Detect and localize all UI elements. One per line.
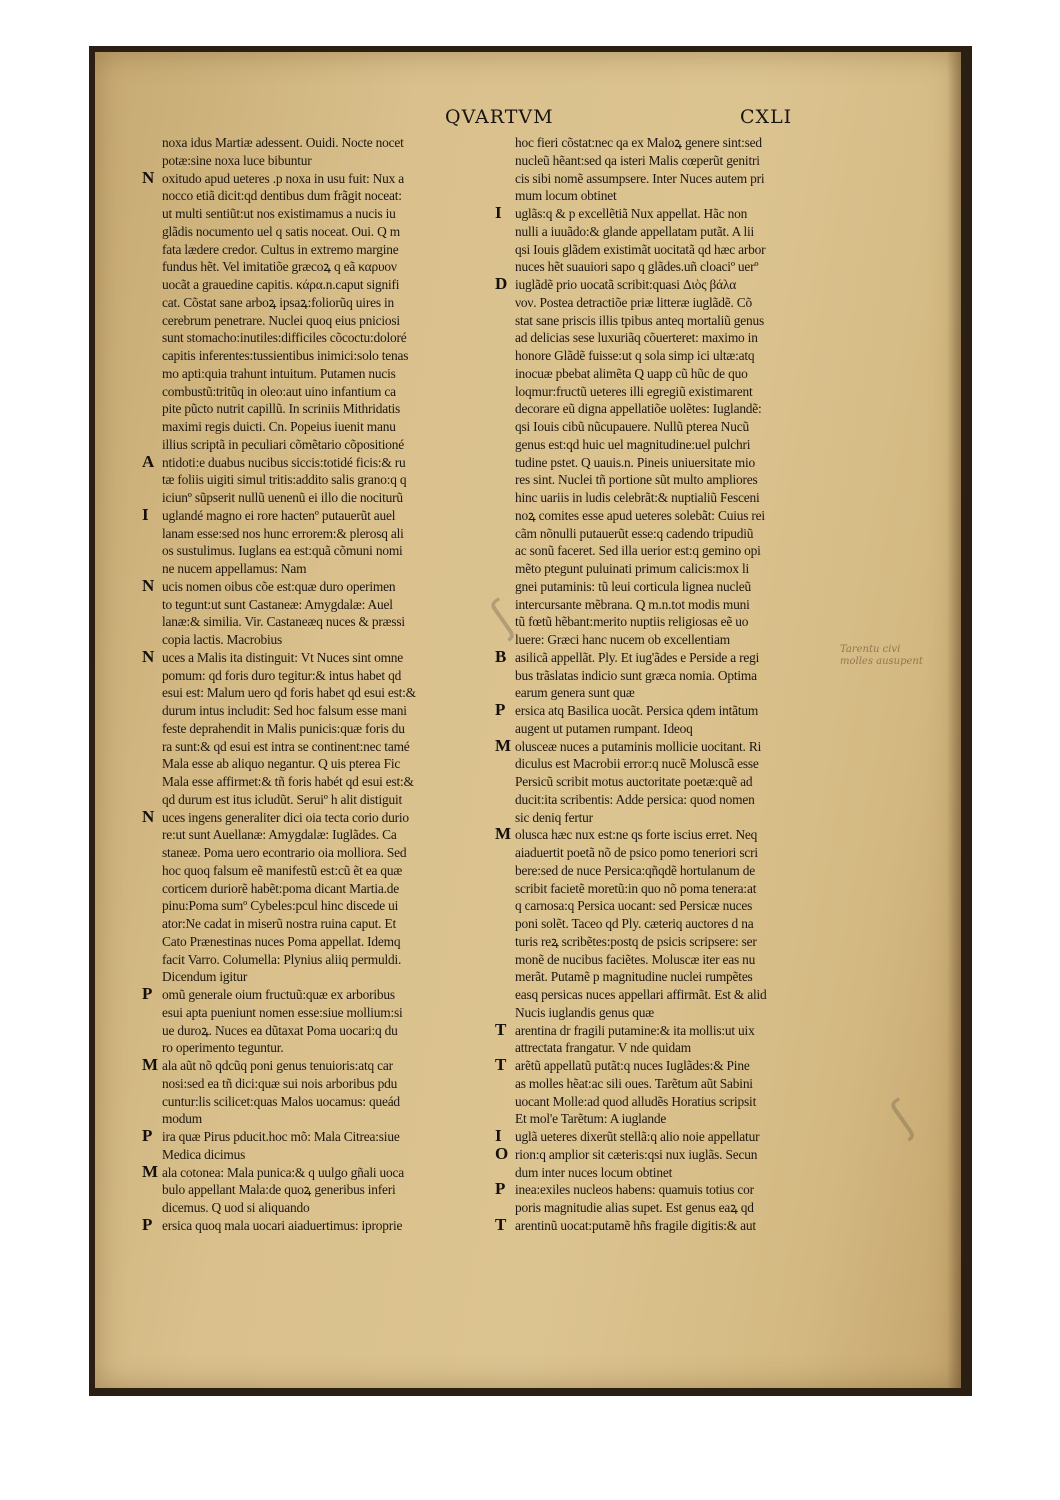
text-line — [495, 933, 840, 951]
text-line — [495, 1093, 840, 1111]
text-line — [495, 1181, 840, 1199]
line-text: res sint. Nuclei tñ portione sũt multo ampliores — [515, 472, 758, 488]
text-line — [495, 241, 840, 259]
line-text: intercursante mẽbrana. Q m.n.tot modis muni — [515, 596, 750, 612]
text-line — [142, 167, 492, 188]
initial-letter: M — [495, 735, 511, 755]
text-line — [495, 1057, 840, 1075]
text-line — [495, 844, 840, 862]
text-line — [495, 471, 840, 489]
text-line — [142, 667, 492, 685]
line-text: inocuæ pbebat alimẽta Q uapp cũ hũc de quo — [515, 365, 748, 381]
line-text: hoc quoq falsum eẽ manifestũ est:cũ ẽt ea quæ — [162, 862, 403, 878]
text-line — [142, 862, 492, 880]
line-text: corticem duriorẽ habẽt:poma dicant Martia.de — [162, 880, 399, 896]
initial-letter: D — [495, 274, 508, 293]
text-line — [142, 844, 492, 862]
text-line — [142, 915, 492, 933]
line-text: pomum: qd foris duro tegitur:& intus habet qd — [162, 667, 402, 683]
text-line — [495, 897, 840, 915]
initial-letter: P — [495, 1179, 506, 1199]
text-line — [495, 418, 840, 436]
initial-letter: I — [142, 504, 149, 524]
line-text: combustũ:tritũq in oleo:aut uino infantium ca — [162, 383, 396, 399]
text-line — [495, 968, 840, 986]
text-line — [142, 383, 492, 401]
initial-letter: P — [142, 1126, 153, 1145]
line-text: ucis nomen oibus cõe est:quæ duro operimen — [162, 578, 396, 594]
text-line — [142, 1128, 492, 1146]
text-line — [495, 329, 840, 347]
text-line — [495, 365, 840, 383]
line-text: asilicã appellãt. Ply. Et iug'ãdes e Perside a regi — [515, 649, 760, 665]
text-line — [495, 1039, 840, 1057]
line-text: uglãs:q & p excellẽtiã Nux appellat. Hãc non — [515, 206, 748, 221]
line-text: bus trãslatas indicio sunt græca nomia. Optima — [515, 667, 757, 683]
text-line — [495, 1214, 840, 1235]
line-text: stat sane priscis illis tpibus anteq mortaliũ genus — [515, 312, 765, 328]
line-text: copia lactis. Macrobius — [162, 632, 282, 647]
initial-letter: T — [495, 1055, 507, 1074]
line-text: maximi regis duicti. Cn. Popeius iuenit manu — [162, 419, 396, 434]
text-line — [495, 773, 840, 791]
page-edge-shadow — [947, 52, 961, 1388]
folio-number: CXLI — [740, 106, 793, 128]
line-text: nuces hẽt suauiori sapo q glãdes.uñ cloaciº uerº — [515, 259, 759, 275]
line-text: diculus est Macrobii error:q nucẽ Moluscã esse — [515, 756, 759, 772]
line-text: mum locum obtinet — [515, 188, 617, 204]
line-text: pite pũcto nutrit capillũ. In scriniis Mithridatis — [162, 401, 401, 417]
text-line — [495, 560, 840, 578]
line-text: iciunº sũpserit nullũ uenenũ ei illo die nociturũ — [162, 490, 403, 505]
line-text: mẽto ptegunt puluinati primum calicis:mox li — [515, 561, 750, 576]
line-text: ne nucem appellamus: Nam — [162, 561, 307, 576]
text-line — [495, 667, 840, 685]
text-line — [142, 646, 492, 667]
text-line — [495, 1143, 840, 1164]
initial-letter: P — [495, 700, 506, 719]
line-text: honore Glãdẽ fuisse:ut q sola simp ici ultæ:atq — [515, 348, 755, 363]
line-text: scribit facietẽ moretũ:in quo nõ poma tenera:at — [515, 880, 757, 896]
text-line — [495, 809, 840, 827]
initial-letter: M — [142, 1161, 158, 1181]
line-text: Medica dicimus — [162, 1146, 246, 1162]
line-text: genus est:qd huic uel magnitudine:uel pulchri — [515, 436, 751, 452]
line-text: uocant Molle:ad quod alludẽs Horatius scripsit — [515, 1093, 757, 1109]
line-text: fundus hẽt. Vel imitatiõe græcoꝝ q eã καρυον — [162, 259, 397, 275]
line-text: ersica atq Basilica uocãt. Persica qdem intãtum — [515, 703, 759, 718]
text-line — [142, 152, 492, 170]
line-text: cat. Cõstat sane arboꝝ ipsaꝝ:foliorũq uires in — [162, 294, 395, 310]
line-text: feste deprahendit in Malis punicis:quæ foris du — [162, 720, 405, 736]
text-line — [142, 134, 492, 152]
line-text: esui apta pueniunt nomen esse:siue mollium:si — [162, 1004, 403, 1020]
text-line — [495, 791, 840, 809]
initial-letter: T — [495, 1214, 507, 1234]
line-text: qsi Iouis cibũ nũcupauere. Nullũ pterea Nucũ — [515, 419, 750, 434]
text-line — [495, 1164, 840, 1182]
line-text: q carnosa:q Persica uocant: sed Persicæ nuces — [515, 898, 753, 914]
initial-letter: T — [495, 1019, 507, 1039]
line-text: ersica quoq mala uocari aiaduertimus: iproprie — [162, 1217, 403, 1233]
line-text: augent ut putamen rumpant. Ideoq — [515, 720, 693, 736]
line-text: ad delicias sese luxuriãq cõuerteret: maximo in — [515, 330, 758, 346]
text-line — [142, 418, 492, 436]
text-line — [142, 187, 492, 205]
text-line — [142, 968, 492, 986]
text-line — [142, 205, 492, 223]
text-line — [495, 755, 840, 773]
text-line — [142, 791, 492, 809]
line-text: to tegunt:ut sunt Castaneæ: Amygdalæ: Auel — [162, 596, 393, 612]
line-text: monẽ de nucibus faciẽtes. Moluscæ iter eas nu — [515, 951, 756, 967]
text-line — [495, 400, 840, 418]
initial-letter: I — [495, 203, 502, 222]
text-line — [142, 489, 492, 507]
line-text: ntidoti:e duabus nucibus siccis:totidé ficis:& ru — [162, 454, 406, 470]
line-text: arẽtũ appellatũ putãt:q nuces Iuglãdes:& Pine — [515, 1058, 750, 1073]
line-text: noxa idus Martiæ adessent. Ouidi. Nocte nocet — [162, 135, 404, 150]
line-text: olusca hæc nux est:ne qs forte iscius erret. Neq — [515, 827, 758, 843]
line-text: cerebrum penetrare. Nuclei quoq eius pniciosi — [162, 312, 400, 328]
text-line — [142, 504, 492, 525]
text-line — [142, 806, 492, 827]
line-text: merãt. Putamẽ p magnitudine nuclei rumpẽtes — [515, 969, 753, 985]
line-text: Persicũ scribit motus auctoritate poetæ:quẽ ad — [515, 774, 753, 789]
text-line — [495, 170, 840, 188]
line-text: capitis inferentes:tussientibus inimici:solo tenas — [162, 348, 409, 363]
line-text: cãm nõnulli putauerũt esse:q cadendo tripudiũ — [515, 525, 754, 541]
initial-letter: P — [142, 984, 153, 1003]
text-line — [142, 258, 492, 276]
text-line — [495, 489, 840, 507]
text-line — [142, 400, 492, 418]
right-text-column — [495, 134, 840, 1235]
text-line — [142, 1146, 492, 1164]
text-line — [495, 826, 840, 844]
line-text: turis reꝝ scribẽtes:postq de psicis scripsere: ser — [515, 933, 757, 949]
text-line — [142, 241, 492, 259]
line-text: poni solẽt. Taceo qd Ply. cæteriq auctores d na — [515, 916, 754, 931]
line-text: Dicendum igitur — [162, 969, 248, 985]
text-line — [495, 312, 840, 330]
text-line — [142, 986, 492, 1004]
text-line — [142, 1093, 492, 1111]
text-line — [142, 1181, 492, 1199]
text-line — [142, 1161, 492, 1182]
line-text: potæ:sine noxa luce bibuntur — [162, 152, 312, 168]
text-line — [495, 951, 840, 969]
line-text: Mala esse ab aliquo negantur. Q uis pterea Fic — [162, 756, 401, 772]
text-line — [142, 1199, 492, 1217]
line-text: tudine pstet. Q uauis.n. Pineis uniuersitate mio — [515, 454, 755, 470]
line-text: uglã ueteres dixerũt stellã:q alio noie appellatur — [515, 1129, 760, 1144]
line-text: earum genera sunt quæ — [515, 685, 635, 701]
line-text: cuntur:lis scilicet:quas Malos uocamus: queád — [162, 1093, 400, 1109]
text-line — [142, 613, 492, 631]
text-line — [142, 436, 492, 454]
initial-letter: M — [142, 1055, 158, 1074]
text-line — [142, 451, 492, 472]
line-text: ducit:ita scribentis: Adde persica: quod nomen — [515, 791, 755, 807]
line-text: mo apti:quia trahunt intuitum. Putamen nucis — [162, 365, 396, 381]
text-line — [142, 294, 492, 312]
line-text: loqmur:fructũ ueteres illi egregiũ existimarent — [515, 383, 753, 399]
text-line — [495, 436, 840, 454]
text-line — [495, 862, 840, 880]
text-line — [142, 312, 492, 330]
text-line — [495, 915, 840, 933]
text-line — [495, 1075, 840, 1093]
line-text: Cato Prænestinas nuces Poma appellat. Idemq — [162, 933, 401, 949]
text-line — [495, 347, 840, 365]
line-text: uces a Malis ita distinguit: Vt Nuces sint omne — [162, 649, 404, 665]
text-line — [142, 1022, 492, 1040]
line-text: durum intus includit: Sed hoc falsum esse mani — [162, 703, 407, 718]
line-text: ro operimento teguntur. — [162, 1040, 284, 1056]
line-text: noꝝ comites esse apud ueteres solebãt: Cuius rei — [515, 507, 765, 523]
initial-letter: N — [142, 167, 155, 187]
text-line — [495, 1019, 840, 1040]
line-text: os sustulimus. Iuglans ea est:quã cõmuni nomi — [162, 543, 403, 559]
line-text: lanæ:& similia. Vir. Castaneæq nuces & præssi — [162, 614, 405, 630]
text-line — [495, 223, 840, 241]
text-line — [142, 575, 492, 596]
line-text: hinc uariis in ludis celebrãt:& nuptialiũ Fesceni — [515, 490, 760, 505]
text-line — [495, 702, 840, 720]
text-line — [495, 1128, 840, 1146]
line-text: uocãt a grauedine capitis. κάρα.n.caput signifi — [162, 277, 400, 292]
text-line — [142, 738, 492, 756]
line-text: nucleũ hẽant:sed qa isteri Malis cœperũt genitri — [515, 152, 760, 168]
text-line — [142, 1057, 492, 1075]
line-text: inea:exiles nucleos habens: quamuis totius cor — [515, 1182, 754, 1198]
text-line — [142, 329, 492, 347]
initial-letter: B — [495, 646, 507, 666]
line-text: esui est: Malum uero qd foris habet qd esui est:& — [162, 685, 416, 701]
line-text: Et mol'e Tarẽtum: A iuglande — [515, 1111, 667, 1127]
text-line — [142, 1214, 492, 1235]
text-line — [495, 986, 840, 1004]
text-line — [142, 631, 492, 649]
text-line — [142, 755, 492, 773]
line-text: ala aũt nõ qdcũq poni genus tenuioris:atq car — [162, 1058, 393, 1073]
text-line — [495, 1110, 840, 1128]
line-text: rion:q amplior sit cæteris:qsi nux iuglãs. Secun — [515, 1146, 758, 1162]
line-text: ator:Ne cadat in miserũ nostra ruina caput. Et — [162, 916, 396, 931]
text-line — [142, 720, 492, 738]
line-text: arentina dr fragili putamine:& ita mollis:ut uix — [515, 1022, 755, 1038]
text-line — [142, 542, 492, 560]
watermark-stamp-icon: ʃ — [881, 1092, 924, 1143]
line-text: facit Varro. Columella: Plynius aliiq permuldi. — [162, 951, 402, 967]
line-text: aiaduertit poetã nõ de psico pomo teneriori scri — [515, 845, 758, 860]
text-line — [495, 507, 840, 525]
text-line — [142, 1039, 492, 1057]
line-text: oxitudo apud ueteres .p noxa in usu fuit: Nux a — [162, 170, 405, 186]
marginal-note: Tarentu civi — [840, 644, 901, 655]
text-line — [495, 258, 840, 276]
line-text: uces ingens generaliter dici oia tecta corio durio — [162, 809, 409, 825]
line-text: tæ foliis uigiti simul tritis:addito salis grano:q q — [162, 472, 407, 488]
line-text: re:ut sunt Auellanæ: Amygdalæ: Iuglãdes. Ca — [162, 827, 397, 843]
line-text: uglandé magno ei rore hactenº putauerũt auel — [162, 507, 396, 523]
text-line — [142, 933, 492, 951]
text-line — [495, 631, 840, 649]
line-text: ala cotonea: Mala punica:& q uulgo gñali uoca — [162, 1164, 404, 1180]
text-line — [495, 1004, 840, 1022]
text-line — [495, 205, 840, 223]
initial-letter: N — [142, 646, 155, 666]
line-text: fata lædere credor. Cultus in extremo margine — [162, 241, 399, 257]
handwritten-marginalia — [840, 644, 960, 668]
line-text: gnei putaminis: tũ leui corticula lignea nucleũ — [515, 578, 752, 594]
text-line — [142, 951, 492, 969]
left-text-column — [142, 134, 492, 1235]
text-line — [142, 1110, 492, 1128]
text-line — [495, 880, 840, 898]
initial-letter: P — [142, 1214, 153, 1234]
line-text: qsi Iouis glãdem existimãt uocitatã qd hæc arbor — [515, 241, 766, 257]
text-line — [495, 646, 840, 667]
line-text: hoc fieri cõstat:nec qa ex Maloꝝ genere sint:sed — [515, 135, 762, 150]
line-text: sic deniq fertur — [515, 809, 593, 825]
text-line — [495, 152, 840, 170]
text-line — [495, 542, 840, 560]
text-line — [142, 897, 492, 915]
initial-letter: M — [495, 824, 511, 844]
line-text: Mala esse affirmet:& tñ foris habét qd esui est:& — [162, 774, 414, 789]
text-line — [142, 1075, 492, 1093]
line-text: ue duroꝝ. Nuces ea dũtaxat Poma uocari:q du — [162, 1022, 398, 1038]
text-line — [495, 454, 840, 472]
text-line — [495, 613, 840, 631]
line-text: ac sonũ faceret. Sed illa uerior est:q gemino opi — [515, 543, 761, 559]
line-text: attrectata frangatur. V nde quidam — [515, 1040, 692, 1056]
line-text: tũ fœtũ hẽbant:merito nuptiis religiosas eẽ uo — [515, 614, 749, 630]
text-line — [142, 684, 492, 702]
line-text: nosi:sed ea tñ dici:quæ sui nois arboribus pdu — [162, 1075, 398, 1091]
line-text: olusceæ nuces a putaminis mollicie uocitant. Ri — [515, 738, 762, 754]
text-line — [142, 560, 492, 578]
text-line — [142, 702, 492, 720]
text-line — [142, 276, 492, 294]
initial-letter: N — [142, 575, 155, 595]
line-text: sunt stomacho:inutiles:difficiles cõcoctu:doloré — [162, 330, 407, 346]
initial-letter: I — [495, 1126, 502, 1145]
text-line — [495, 134, 840, 152]
line-text: νον. Postea detractiõe priæ litteræ iuglãdẽ. Cõ — [515, 294, 752, 310]
text-line — [495, 720, 840, 738]
line-text: bere:sed de nuce Persica:qñqdẽ hortulanum de — [515, 862, 755, 878]
line-text: ira quæ Pirus pducit.hoc mõ: Mala Citrea:siue — [162, 1129, 400, 1144]
line-text: illius scriptã in peculiari cõmẽtario cõpositioné — [162, 436, 404, 452]
text-line — [142, 471, 492, 489]
text-line — [142, 365, 492, 383]
initial-letter: O — [495, 1143, 509, 1163]
text-line — [142, 223, 492, 241]
book-page — [95, 52, 961, 1388]
text-line — [495, 294, 840, 312]
watermark-stamp-icon: ʃ — [481, 592, 524, 643]
text-line — [142, 826, 492, 844]
initial-letter: A — [142, 451, 155, 471]
text-line — [495, 383, 840, 401]
marginal-note: molles ausupent — [840, 656, 923, 667]
line-text: iuglãdẽ prio uocatã scribit:quasi Διὸς βάλα — [515, 277, 737, 292]
line-text: bulo appellant Mala:de quoꝝ generibus inferi — [162, 1182, 396, 1198]
text-line — [495, 578, 840, 596]
text-line — [142, 525, 492, 543]
line-text: glãdis nocumento uel q satis noceat. Oui. Q m — [162, 223, 400, 239]
text-line — [142, 347, 492, 365]
line-text: lanam esse:sed nos hunc errorem:& plerosq ali — [162, 525, 404, 541]
line-text: qd durum est itus icludũt. Seruiº h alit distiguit — [162, 791, 403, 807]
text-line — [495, 525, 840, 543]
line-text: pinu:Poma sumº Cybeles:pcul hinc discede ui — [162, 898, 399, 914]
text-line — [142, 773, 492, 791]
text-line — [495, 596, 840, 614]
line-text: modum — [162, 1111, 202, 1127]
line-text: dum inter nuces locum obtinet — [515, 1164, 673, 1180]
text-line — [495, 1199, 840, 1217]
text-line — [495, 735, 840, 756]
line-text: ut multi sentiũt:ut nos existimamus a nucis iu — [162, 206, 396, 221]
text-line — [142, 880, 492, 898]
line-text: omũ generale oium fructuũ:quæ ex arboribus — [162, 987, 395, 1002]
line-text: nulli a iuuãdo:& glande appellatam putãt. A lii — [515, 223, 755, 239]
line-text: cis sibi nomẽ assumpsere. Inter Nuces autem pri — [515, 170, 765, 186]
text-line — [495, 187, 840, 205]
running-title: QVARTVM — [445, 106, 554, 128]
line-text: ra sunt:& qd esui est intra se continent:nec tamé — [162, 738, 410, 754]
line-text: Nucis iuglandis genus quæ — [515, 1004, 654, 1020]
line-text: staneæ. Poma uero econtrario oia molliora. Sed — [162, 845, 407, 860]
text-line — [142, 1004, 492, 1022]
line-text: decorare eũ digna appellatiõe uolẽtes: Iuglandẽ: — [515, 401, 762, 417]
line-text: nocco etiã dicit:qd dentibus dum frãgit noceat: — [162, 188, 402, 204]
initial-letter: N — [142, 806, 155, 826]
line-text: luere: Græci hanc nucem ob excellentiam — [515, 632, 730, 647]
text-line — [495, 276, 840, 294]
text-line — [142, 596, 492, 614]
line-text: as molles hẽat:ac sili oues. Tarẽtum aũt Sabini — [515, 1075, 753, 1091]
line-text: easq persicas nuces appellari affirmãt. Est & alid — [515, 987, 767, 1002]
page-header — [95, 106, 961, 130]
line-text: poris magnitudie alias supet. Est genus eaꝝ qd — [515, 1200, 754, 1215]
text-line — [495, 684, 840, 702]
line-text: dicemus. Q uod si aliquando — [162, 1200, 310, 1215]
line-text: arentinũ uocat:putamẽ hñs fragile digitis:& aut — [515, 1217, 756, 1233]
